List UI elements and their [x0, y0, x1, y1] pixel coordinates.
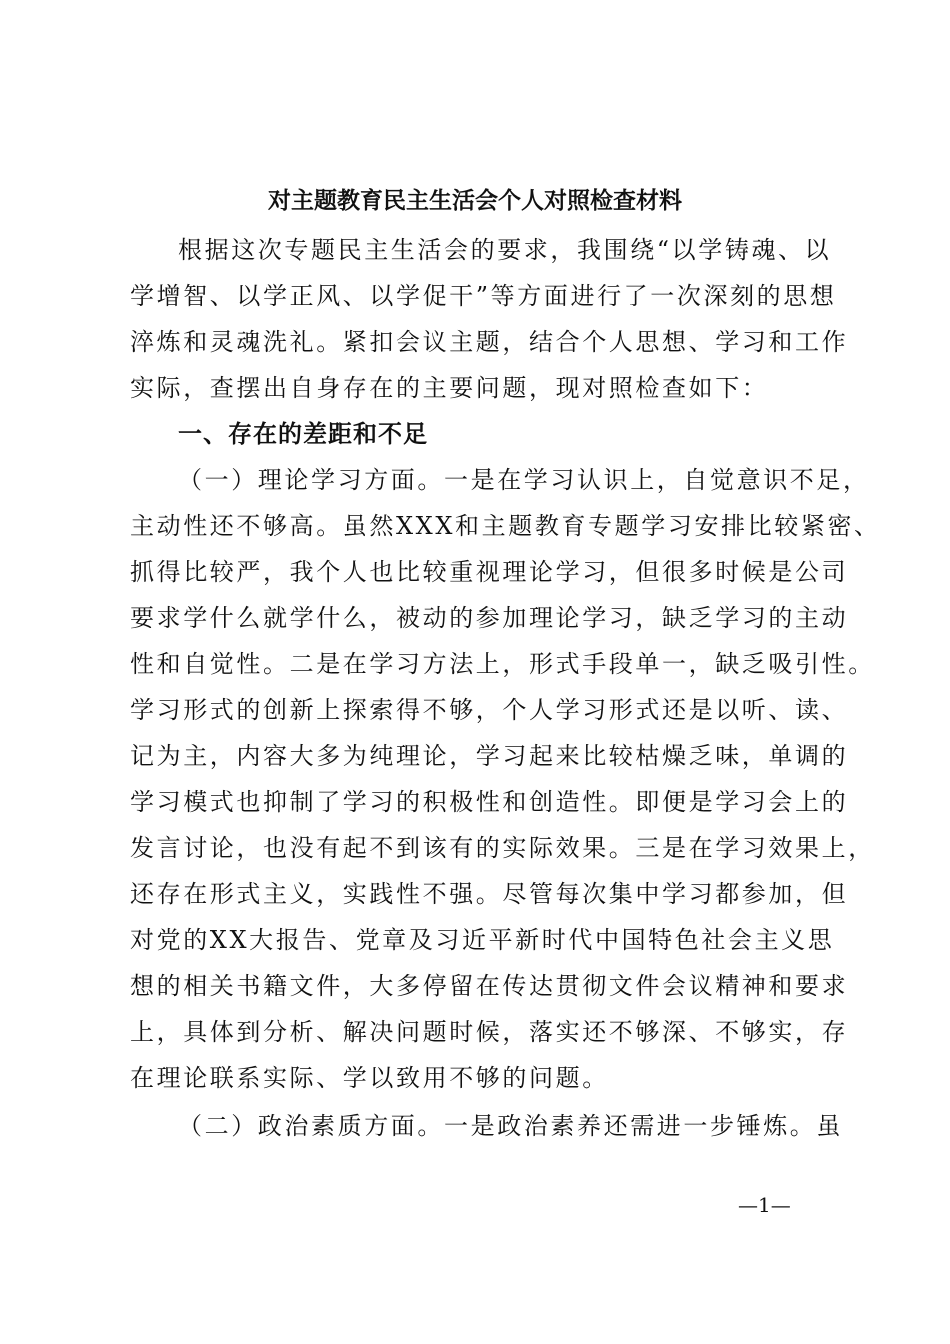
- body-line: 要求学什么就学什么，被动的参加理论学习，缺乏学习的主动: [130, 604, 849, 632]
- body-line: 性和自觉性。二是在学习方法上，形式手段单一，缺乏吸引性。: [130, 650, 875, 678]
- body-line: 抓得比较严，我个人也比较重视理论学习，但很多时候是公司: [130, 558, 849, 586]
- section-heading: 一、存在的差距和不足: [178, 420, 428, 448]
- subsection-1-label: （一）理论学习方面。: [178, 466, 444, 494]
- intro-line: 淬炼和灵魂洗礼。紧扣会议主题，结合个人思想、学习和工作: [130, 328, 849, 356]
- body-line: 发言讨论，也没有起不到该有的实际效果。三是在学习效果上，: [130, 834, 875, 862]
- document-title: 对主题教育民主生活会个人对照检查材料: [268, 187, 682, 214]
- body-line: 主动性还不够高。虽然XXX和主题教育专题学习安排比较紧密、: [130, 512, 881, 540]
- subsection-2-first-line: [178, 1106, 843, 1146]
- body-line: 学习形式的创新上探索得不够，个人学习形式还是以听、读、: [130, 696, 849, 724]
- body-line: 对党的XX大报告、党章及习近平新时代中国特色社会主义思: [130, 926, 835, 954]
- intro-line: 学增智、以学正风、以学促干”等方面进行了一次深刻的思想: [130, 282, 837, 310]
- intro-line: 根据这次专题民主生活会的要求，我围绕“以学铸魂、以: [178, 236, 832, 264]
- subsection-1-first-text: 一是在学习认识上，自觉意识不足，: [444, 466, 870, 494]
- subsection-2-first-text: 一是政治素养还需进一步锤炼。虽: [444, 1112, 843, 1140]
- intro-line: 实际，查摆出自身存在的主要问题，现对照检查如下：: [130, 374, 769, 402]
- subsection-1-first-line: [178, 460, 870, 500]
- body-line: 在理论联系实际、学以致用不够的问题。: [130, 1064, 609, 1092]
- body-line: 上，具体到分析、解决问题时候，落实还不够深、不够实，存: [130, 1018, 849, 1046]
- body-line: 记为主，内容大多为纯理论，学习起来比较枯燥乏味，单调的: [130, 742, 849, 770]
- subsection-2-label: （二）政治素质方面。: [178, 1112, 444, 1140]
- page-number: —1—: [738, 1193, 791, 1217]
- body-line: 还存在形式主义，实践性不强。尽管每次集中学习都参加，但: [130, 880, 849, 908]
- body-line: 学习模式也抑制了学习的积极性和创造性。即便是学习会上的: [130, 788, 849, 816]
- body-line: 想的相关书籍文件，大多停留在传达贯彻文件会议精神和要求: [130, 972, 849, 1000]
